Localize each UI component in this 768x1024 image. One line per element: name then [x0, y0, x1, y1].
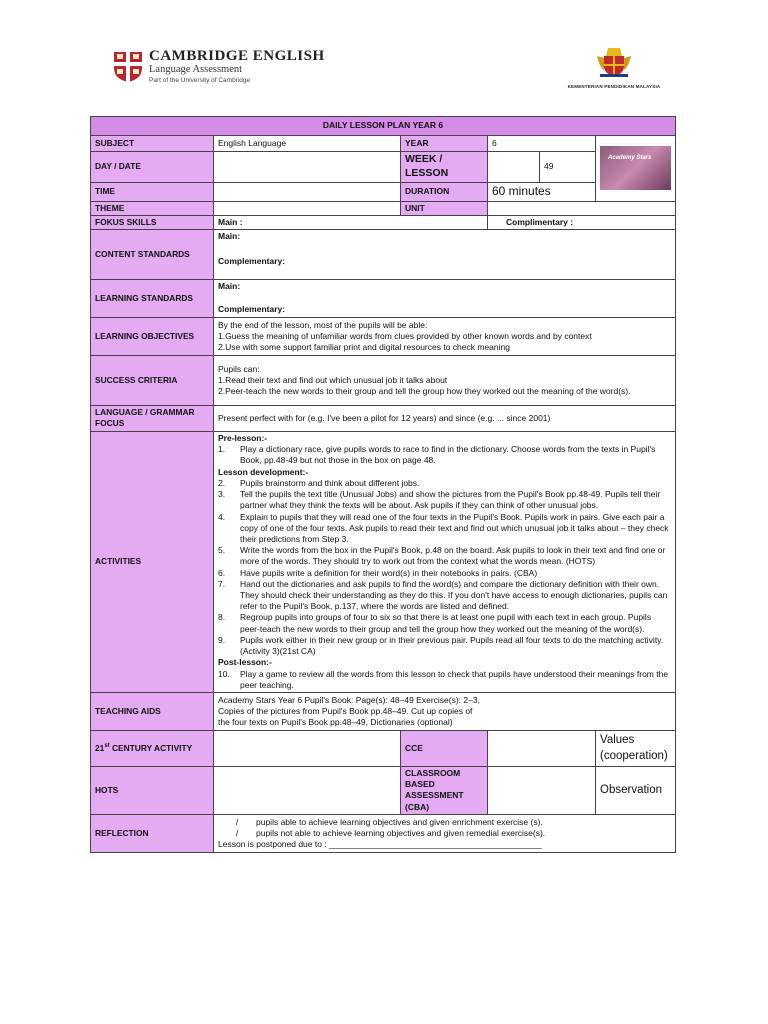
- book-cover-image: Academy Stars: [600, 146, 671, 190]
- learning-standards-cell: [214, 279, 676, 317]
- activity-item: 3. Tell the pupils the text title (Unusual Jobs) and show the pictures from the Pupil's Book pp.48-49. Pupils tell their partner what they think the texts will be about. Ask pupils if they can think of other unusual jobs.: [218, 489, 661, 511]
- teaching-aids-label: TEACHING AIDS: [91, 693, 214, 731]
- activity-item: 2. Pupils brainstorm and think about different jobs.: [218, 477, 420, 488]
- learning-complementary: Complementary:: [218, 304, 286, 315]
- activities-label: ACTIVITIES: [91, 431, 214, 692]
- success-criteria-cell: [214, 355, 676, 405]
- theme-value: [214, 201, 401, 215]
- cambridge-subtitle: Language Assessment: [149, 64, 243, 75]
- day-value: [214, 152, 401, 183]
- cce-empty: [488, 731, 596, 767]
- lesson-development-heading: Lesson development:-: [218, 466, 309, 477]
- week-label: WEEK / LESSON: [401, 152, 488, 183]
- subject-label: SUBJECT: [91, 136, 214, 152]
- activity-item: 5. Write the words from the box in the Pupil's Book, p.48 on the board. Ask pupils to look in their text and find one or more of the words. They should try to work out from the context what the words mean. (HOTS): [218, 545, 666, 567]
- success-criteria-label: SUCCESS CRITERIA: [91, 355, 214, 405]
- hots-label: HOTS: [91, 767, 214, 815]
- success-line: 1.Read their text and find out which unusual job it talks about: [218, 374, 448, 385]
- duration-value: 60 minutes: [488, 182, 596, 201]
- duration-label: DURATION: [401, 182, 488, 201]
- learning-standards-label: LEARNING STANDARDS: [91, 279, 214, 317]
- title-row: [91, 117, 676, 136]
- year-label: YEAR: [401, 136, 488, 152]
- fokus-complimentary: Complimentary :: [488, 215, 676, 229]
- time-row: [91, 182, 676, 201]
- cba-label: CLASSROOM BASED ASSESSMENT (CBA): [401, 767, 488, 815]
- reflection-line: / pupils able to achieve learning objectives and given enrichment exercise (s).: [235, 816, 543, 827]
- time-label: TIME: [91, 182, 214, 201]
- kpm-text: KEMENTERIAN PENDIDIKAN MALAYSIA: [567, 84, 661, 89]
- lesson-value: 49: [540, 152, 596, 183]
- hots-row: [91, 767, 676, 815]
- malaysia-crest-icon: [594, 44, 634, 78]
- cambridge-shield-icon: [113, 51, 143, 83]
- activity-item: 8. Regroup pupils into groups of four to six so that there is at least one pupil with each text in each group. Pupils peer-teach the new words to their group and tell the group how they worked out the meaning of the word(s).: [218, 612, 652, 634]
- grammar-label: LANGUAGE / GRAMMAR FOCUS: [91, 405, 214, 431]
- objective-line: 1.Guess the meaning of unfamiliar words from clues provided by other known words and by context: [218, 330, 592, 341]
- century-activity-value: [214, 731, 401, 767]
- page-header: [0, 0, 768, 110]
- content-main: Main:: [218, 230, 241, 241]
- cba-value: Observation: [596, 767, 676, 815]
- activity-item: 4. Explain to pupils that they will read one of the four texts in the Pupil's Book. Pupils work in pairs. Give each pair a copy of one of the four texts. Ask pupils to read their text and find out which unusual job it talks about – they check their predictions from Step 3.: [218, 511, 669, 544]
- book-cover-cell: [596, 136, 676, 202]
- aids-line: the four texts on Pupil's Book pp.48–49, Dictionaries (optional): [218, 717, 453, 728]
- grammar-row: [91, 405, 676, 431]
- learning-objectives-label: LEARNING OBJECTIVES: [91, 317, 214, 355]
- day-label: DAY / DATE: [91, 152, 214, 183]
- pre-lesson-heading: Pre-lesson:-: [218, 432, 268, 443]
- objective-line: By the end of the lesson, most of the pupils will be able:: [218, 319, 428, 330]
- fokus-row: [91, 215, 676, 229]
- cce-label: CCE: [401, 731, 488, 767]
- activity-item: 7. Hand out the dictionaries and ask pupils to find the word(s) and compare the dictionary definition with their own. They should check their understanding as they do this. If you don't have access to enough dictionaries, pupils can refer to the Pupil's Book, p.137, where the words are listed and defined.: [218, 578, 668, 612]
- teaching-aids-cell: [214, 693, 676, 731]
- learning-objectives-cell: [214, 317, 676, 355]
- postponed-line: Lesson is postponed due to : _____________________________________________: [218, 839, 542, 849]
- reflection-cell: [214, 814, 676, 852]
- fokus-label: FOKUS SKILLS: [91, 215, 214, 229]
- success-line: Pupils can:: [218, 363, 260, 374]
- post-lesson-heading: Post-lesson:-: [218, 657, 272, 668]
- year-value: 6: [488, 136, 596, 152]
- day-row: [91, 152, 676, 183]
- grammar-value: Present perfect with for (e.g. I've been a pilot for 12 years) and since (e.g. ... since 2001): [214, 405, 676, 431]
- activity-item: 6. Have pupils write a definition for their word(s) in their notebooks in pairs. (CBA): [218, 567, 538, 578]
- cambridge-tagline: Part of the University of Cambridge: [149, 76, 251, 84]
- cambridge-title: CAMBRIDGE ENGLISH: [149, 48, 325, 64]
- fokus-main: Main :: [214, 215, 488, 229]
- subject-value: English Language: [214, 136, 401, 152]
- time-value: [214, 182, 401, 201]
- cce-value: Values (cooperation): [596, 731, 676, 767]
- success-criteria-row: [91, 355, 676, 405]
- activities-cell: [214, 431, 676, 692]
- activity-item: 1. Play a dictionary race, give pupils words to race to find in the dictionary. Choose words from the texts in Pupil's Book, pp.48-49 but not those in the box on page 48.: [218, 444, 656, 466]
- century-activity-label: 21st CENTURY ACTIVITY: [91, 731, 214, 767]
- learning-objectives-row: [91, 317, 676, 355]
- content-standards-row: [91, 229, 676, 279]
- theme-row: [91, 201, 676, 215]
- lesson-plan-table: [90, 116, 676, 853]
- activities-row: [91, 431, 676, 692]
- teaching-aids-row: [91, 693, 676, 731]
- unit-label: UNIT: [401, 201, 488, 215]
- reflection-label: REFLECTION: [91, 814, 214, 852]
- theme-label: THEME: [91, 201, 214, 215]
- subject-row: [91, 136, 676, 152]
- activity-item: 9. Pupils work either in their new group or in their previous pair. Pupils read all four texts to do the matching activity. (Activity 3)(21st CA): [218, 634, 664, 657]
- hots-value: [214, 767, 401, 815]
- reflection-row: [91, 814, 676, 852]
- week-value: [488, 152, 540, 183]
- success-line: 2.Peer-teach the new words to their group and tell the group how they worked out the meaning of the word(s).: [218, 386, 631, 397]
- century-row: [91, 731, 676, 767]
- cambridge-logo: [113, 49, 325, 84]
- content-standards-cell: [214, 229, 676, 279]
- kpm-logo: [566, 44, 662, 89]
- aids-line: Academy Stars Year 6 Pupil's Book: Page(s): 48–49 Exercise(s): 2–3,: [218, 694, 480, 705]
- content-complementary: Complementary:: [218, 256, 286, 267]
- learning-standards-row: [91, 279, 676, 317]
- unit-value: [488, 201, 676, 215]
- reflection-line: / pupils not able to achieve learning objectives and given remedial exercise(s).: [235, 827, 546, 838]
- aids-line: Copies of the pictures from Pupil's Book pp.48–49. Cut up copies of: [218, 705, 473, 716]
- content-standards-label: CONTENT STANDARDS: [91, 229, 214, 279]
- learning-main: Main:: [218, 280, 241, 291]
- activity-item: 10. Play a game to review all the words from this lesson to check that pupils have understood their meanings from the peer teaching.: [218, 668, 669, 690]
- plan-title: DAILY LESSON PLAN YEAR 6: [91, 117, 676, 136]
- cba-empty: [488, 767, 596, 815]
- objective-line: 2.Use with some support familiar print and digital resources to check meaning: [218, 342, 510, 353]
